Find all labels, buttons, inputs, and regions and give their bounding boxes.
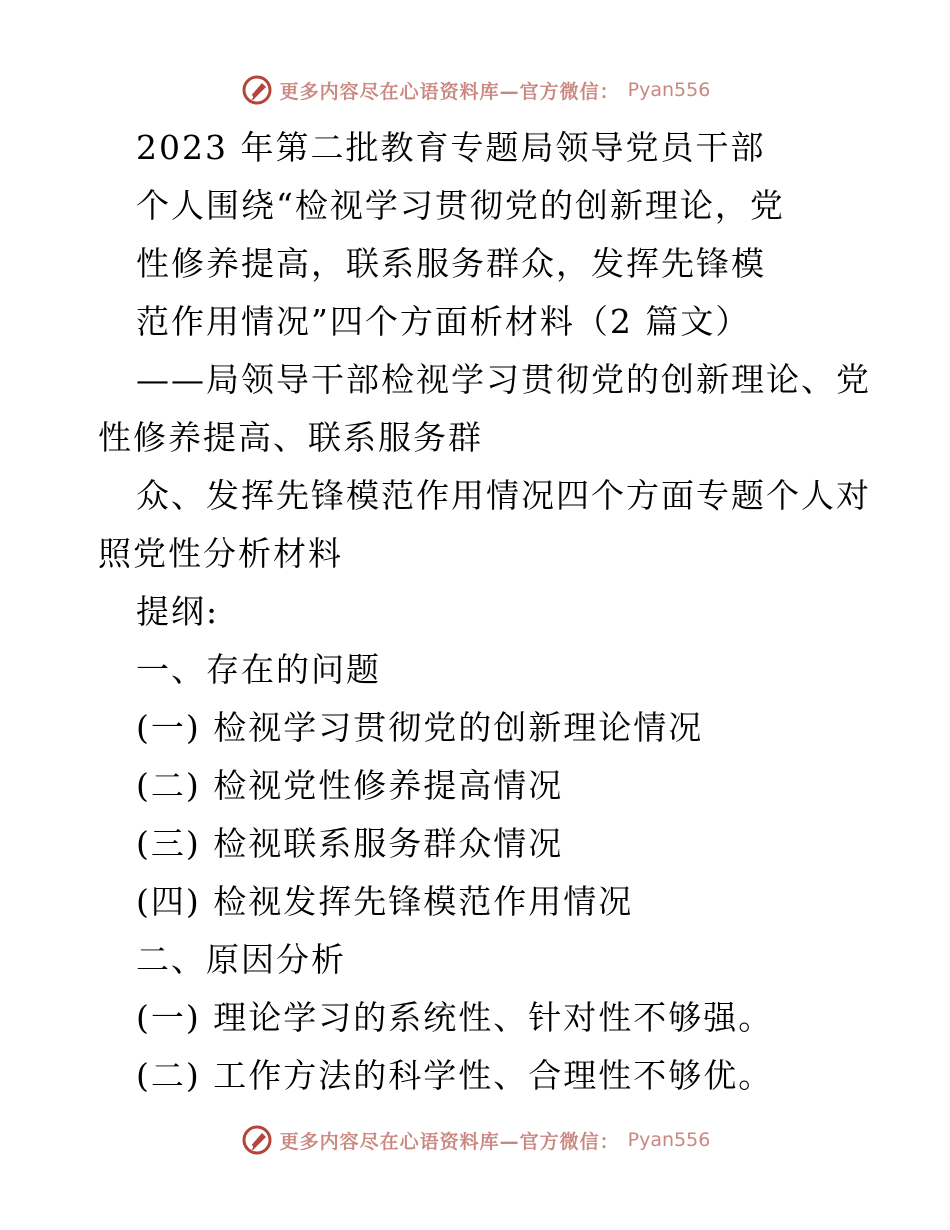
outline-item: (一) 理论学习的系统性、针对性不够强。 [136, 998, 774, 1037]
outline-heading: 一、存在的问题 [136, 650, 381, 689]
title-line: 范作用情况”四个方面析材料（2 篇文） [136, 302, 751, 341]
watermark-text: 更多内容尽在心语资料库—官方微信： [279, 80, 620, 103]
outline-item: (一) 检视学习贯彻党的创新理论情况 [136, 708, 704, 747]
pen-nib-logo-icon [240, 73, 274, 107]
outline-heading: 二、原因分析 [136, 940, 346, 979]
outline-item: (二) 工作方法的科学性、合理性不够优。 [136, 1056, 774, 1095]
subtitle-line: 众、发挥先锋模范作用情况四个方面专题个人对 [136, 476, 871, 515]
title-line: 个人围绕“检视学习贯彻党的创新理论，党 [136, 186, 785, 225]
watermark-wechat-id: Pyan556 [627, 1129, 711, 1151]
header-watermark-banner [0, 70, 950, 110]
footer-watermark-banner [0, 1120, 950, 1160]
subtitle-line: 照党性分析材料 [98, 534, 343, 573]
pen-nib-logo-icon [240, 1123, 274, 1157]
outline-item: (二) 检视党性修养提高情况 [136, 766, 564, 805]
subtitle-line: 性修养提高、联系服务群 [98, 418, 483, 457]
outline-label: 提纲: [136, 592, 220, 631]
watermark-wechat-id: Pyan556 [627, 79, 711, 101]
outline-item: (四) 检视发挥先锋模范作用情况 [136, 882, 634, 921]
title-line: 2023 年第二批教育专题局领导党员干部 [136, 128, 766, 167]
title-line: 性修养提高，联系服务群众，发挥先锋模 [136, 244, 766, 283]
watermark-text: 更多内容尽在心语资料库—官方微信： [279, 1130, 620, 1153]
outline-item: (三) 检视联系服务群众情况 [136, 824, 564, 863]
subtitle-line: ——局领导干部检视学习贯彻党的创新理论、党 [136, 360, 871, 399]
